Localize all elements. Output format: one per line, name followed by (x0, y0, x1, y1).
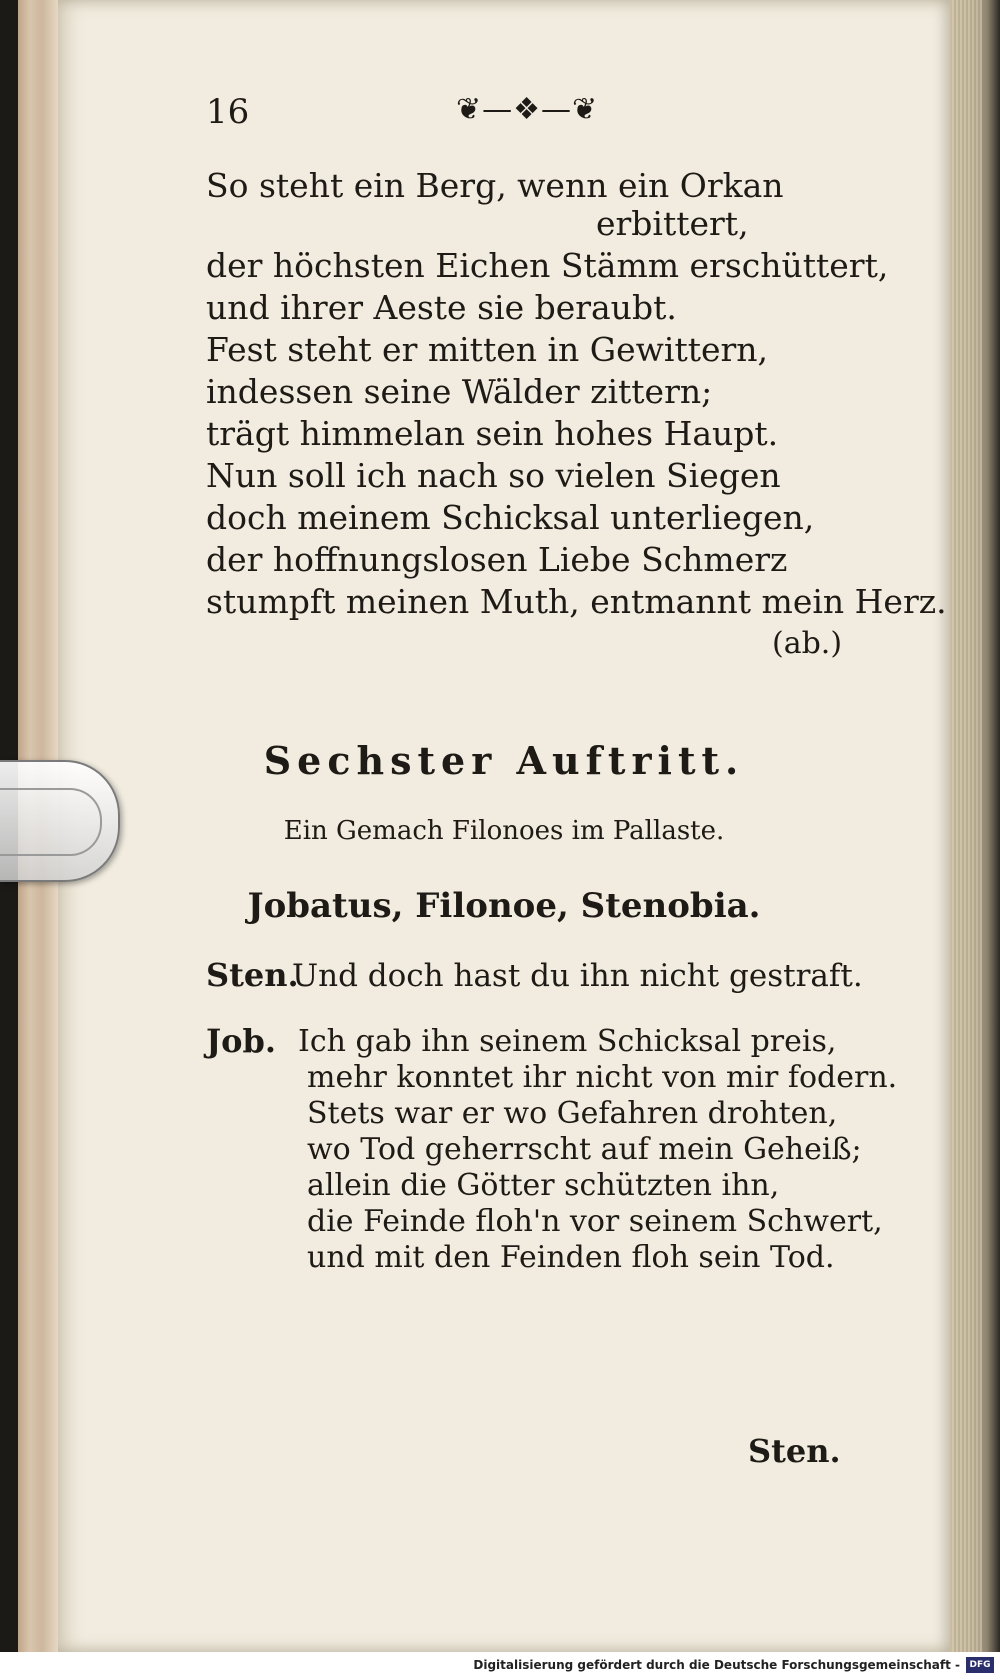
footer-bar (0, 1652, 1000, 1680)
dfg-logo: DFG (966, 1657, 994, 1673)
book-page-stack (952, 0, 982, 1652)
header-ornament: ❦—❖—❦ (456, 92, 599, 127)
dialogue-line: Ich gab ihn seinem Schicksal preis, (298, 1024, 837, 1059)
stage-direction: (ab.) (772, 626, 843, 661)
footer-credit: Digitalisierung gefördert durch die Deutsche Forschungsgemeinschaft - (473, 1658, 960, 1672)
catchword: Sten. (748, 1432, 841, 1470)
verse-line: Nun soll ich nach so vielen Siegen (206, 456, 781, 495)
verse-line: trägt himmelan sein hohes Haupt. (206, 414, 779, 453)
page-clip (0, 760, 120, 882)
verse-line: Fest steht er mitten in Gewittern, (206, 330, 769, 369)
verse-line: doch meinem Schicksal unterliegen, (206, 498, 815, 537)
dialogue-line: Und doch hast du ihn nicht gestraft. (292, 958, 863, 994)
verse-line: und ihrer Aeste sie beraubt. (206, 288, 677, 327)
dialogue-line: und mit den Feinden floh sein Tod. (307, 1240, 835, 1275)
scene-location: Ein Gemach Filonoes im Pallaste. (283, 816, 725, 846)
page-number: 16 (206, 92, 250, 132)
verse-line: So steht ein Berg, wenn ein Orkan (206, 166, 784, 205)
dialogue-line: mehr konntet ihr nicht von mir fodern. (307, 1060, 898, 1095)
speaker-name: Sten. (206, 956, 299, 994)
scene-characters: Jobatus, Filonoe, Stenobia. (247, 886, 761, 926)
speaker-name: Job. (206, 1022, 276, 1060)
dialogue-line: Stets war er wo Gefahren drohten, (307, 1096, 838, 1131)
scene-title: Sechster Auftritt. (263, 738, 745, 783)
dialogue-line: die Feinde floh'n vor seinem Schwert, (307, 1204, 883, 1239)
book-page (58, 0, 950, 1652)
verse-line: stumpft meinen Muth, entmannt mein Herz. (206, 582, 947, 621)
dialogue-line: wo Tod geherrscht auf mein Geheiß; (307, 1132, 862, 1167)
verse-line: der hoffnungslosen Liebe Schmerz (206, 540, 788, 579)
verse-line: erbittert, (596, 204, 749, 243)
verse-line: der höchsten Eichen Stämm erschüttert, (206, 246, 889, 285)
verse-line: indessen seine Wälder zittern; (206, 372, 713, 411)
dialogue-line: allein die Götter schützten ihn, (307, 1168, 780, 1203)
